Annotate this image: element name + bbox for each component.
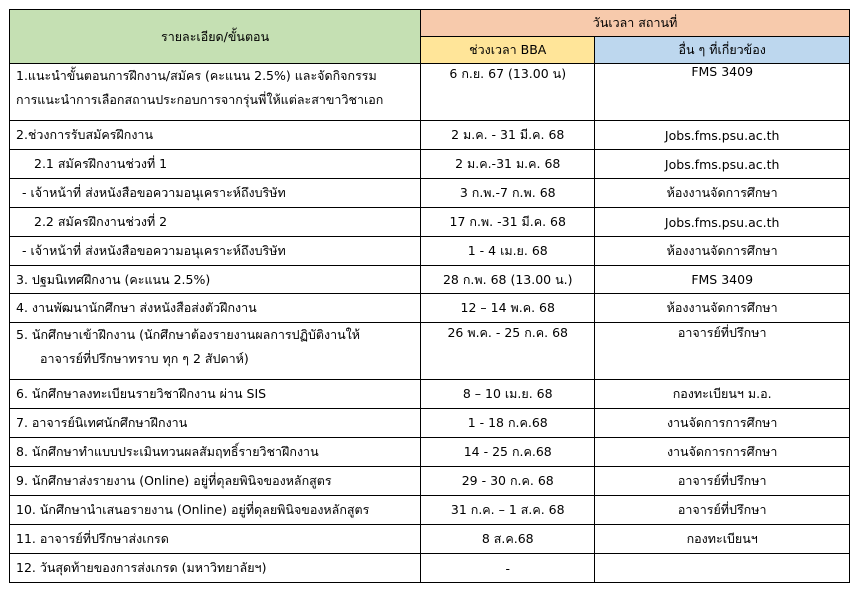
bba-cell: 12 – 14 พ.ค. 68 [421, 294, 595, 323]
detail-cell: 12. วันสุดท้ายของการส่งเกรด (มหาวิทยาลัยฯ) [10, 554, 421, 583]
other-cell: FMS 3409 [595, 266, 850, 294]
table-row [10, 121, 850, 150]
other-cell: อาจารย์ที่ปรึกษา [595, 467, 850, 496]
other-cell: Jobs.fms.psu.ac.th [595, 121, 850, 150]
table-row [10, 323, 850, 380]
detail-line: อาจารย์ที่ปรึกษาทราบ ทุก ๆ 2 สัปดาห์) [40, 351, 249, 366]
table-row [10, 554, 850, 583]
table-row [10, 266, 850, 294]
bba-cell: 17 ก.พ. -31 มี.ค. 68 [421, 208, 595, 237]
bba-cell: 28 ก.พ. 68 (13.00 น.) [421, 266, 595, 294]
detail-cell: - เจ้าหน้าที่ ส่งหนังสือขอความอนุเคราะห์ถึงบริษัท [10, 237, 421, 266]
table-row [10, 438, 850, 467]
detail-cell: 11. อาจารย์ที่ปรึกษาส่งเกรด [10, 525, 421, 554]
detail-cell: - เจ้าหน้าที่ ส่งหนังสือขอความอนุเคราะห์ถึงบริษัท [10, 179, 421, 208]
other-cell: ห้องงานจัดการศึกษา [595, 237, 850, 266]
other-cell: ห้องงานจัดการศึกษา [595, 294, 850, 323]
bba-cell: 1 - 4 เม.ย. 68 [421, 237, 595, 266]
detail-cell: 6. นักศึกษาลงทะเบียนรายวิชาฝึกงาน ผ่าน SIS [10, 380, 421, 409]
detail-cell: 2.1 สมัครฝึกงานช่วงที่ 1 [10, 150, 421, 179]
bba-cell: 2 ม.ค. - 31 มี.ค. 68 [421, 121, 595, 150]
header-row-1 [10, 10, 850, 37]
table-row [10, 237, 850, 266]
detail-cell: 4. งานพัฒนานักศึกษา ส่งหนังสือส่งตัวฝึกงาน [10, 294, 421, 323]
detail-line: 1.แนะนำขั้นตอนการฝึกงาน/สมัคร (คะแนน 2.5%) และจัดกิจกรรม [16, 68, 377, 83]
bba-cell: 3 ก.พ.-7 ก.พ. 68 [421, 179, 595, 208]
detail-line: 5. นักศึกษาเข้าฝึกงาน (นักศึกษาต้องรายงานผลการปฏิบัติงานให้ [16, 327, 361, 342]
table-row [10, 496, 850, 525]
other-related-header: อื่น ๆ ที่เกี่ยวข้อง [595, 37, 850, 64]
when-where-header: วันเวลา สถานที่ [421, 10, 850, 37]
other-cell: อาจารย์ที่ปรึกษา [595, 323, 850, 380]
bba-cell: 1 - 18 ก.ค.68 [421, 409, 595, 438]
bba-cell: 14 - 25 ก.ค.68 [421, 438, 595, 467]
other-cell: กองทะเบียนฯ [595, 525, 850, 554]
detail-cell: 7. อาจารย์นิเทศนักศึกษาฝึกงาน [10, 409, 421, 438]
bba-cell: 31 ก.ค. – 1 ส.ค. 68 [421, 496, 595, 525]
table-row [10, 380, 850, 409]
detail-cell: 10. นักศึกษานำเสนอรายงาน (Online) อยู่ที่ดุลยพินิจของหลักสูตร [10, 496, 421, 525]
table-row [10, 525, 850, 554]
other-cell: ห้องงานจัดการศึกษา [595, 179, 850, 208]
bba-cell: 29 - 30 ก.ค. 68 [421, 467, 595, 496]
other-cell: กองทะเบียนฯ ม.อ. [595, 380, 850, 409]
other-cell: Jobs.fms.psu.ac.th [595, 208, 850, 237]
detail-header: รายละเอียด/ขั้นตอน [10, 10, 421, 64]
bba-cell: - [421, 554, 595, 583]
other-cell: อาจารย์ที่ปรึกษา [595, 496, 850, 525]
bba-cell: 6 ก.ย. 67 (13.00 น) [421, 64, 595, 121]
detail-cell: 2.2 สมัครฝึกงานช่วงที่ 2 [10, 208, 421, 237]
detail-line: การแนะนำการเลือกสถานประกอบการจากรุ่นพี่ให้แต่ละสาขาวิชาเอก [16, 92, 384, 107]
table-row [10, 467, 850, 496]
detail-cell: 9. นักศึกษาส่งรายงาน (Online) อยู่ที่ดุลยพินิจของหลักสูตร [10, 467, 421, 496]
detail-cell [10, 64, 421, 121]
bba-cell: 2 ม.ค.-31 ม.ค. 68 [421, 150, 595, 179]
table-row [10, 208, 850, 237]
detail-cell: 3. ปฐมนิเทศฝึกงาน (คะแนน 2.5%) [10, 266, 421, 294]
bba-period-header: ช่วงเวลา BBA [421, 37, 595, 64]
bba-cell: 8 ส.ค.68 [421, 525, 595, 554]
other-cell: งานจัดการการศึกษา [595, 438, 850, 467]
bba-cell: 26 พ.ค. - 25 ก.ค. 68 [421, 323, 595, 380]
other-cell: FMS 3409 [595, 64, 850, 121]
other-cell: งานจัดการการศึกษา [595, 409, 850, 438]
bba-cell: 8 – 10 เม.ย. 68 [421, 380, 595, 409]
table-row [10, 179, 850, 208]
table-row [10, 294, 850, 323]
other-cell: Jobs.fms.psu.ac.th [595, 150, 850, 179]
schedule-table [9, 9, 850, 583]
table-row [10, 150, 850, 179]
table-row [10, 409, 850, 438]
detail-cell: 8. นักศึกษาทำแบบประเมินทวนผลสัมฤทธิ์รายวิชาฝึกงาน [10, 438, 421, 467]
detail-cell: 2.ช่วงการรับสมัครฝึกงาน [10, 121, 421, 150]
table-row [10, 64, 850, 121]
detail-cell [10, 323, 421, 380]
other-cell [595, 554, 850, 583]
